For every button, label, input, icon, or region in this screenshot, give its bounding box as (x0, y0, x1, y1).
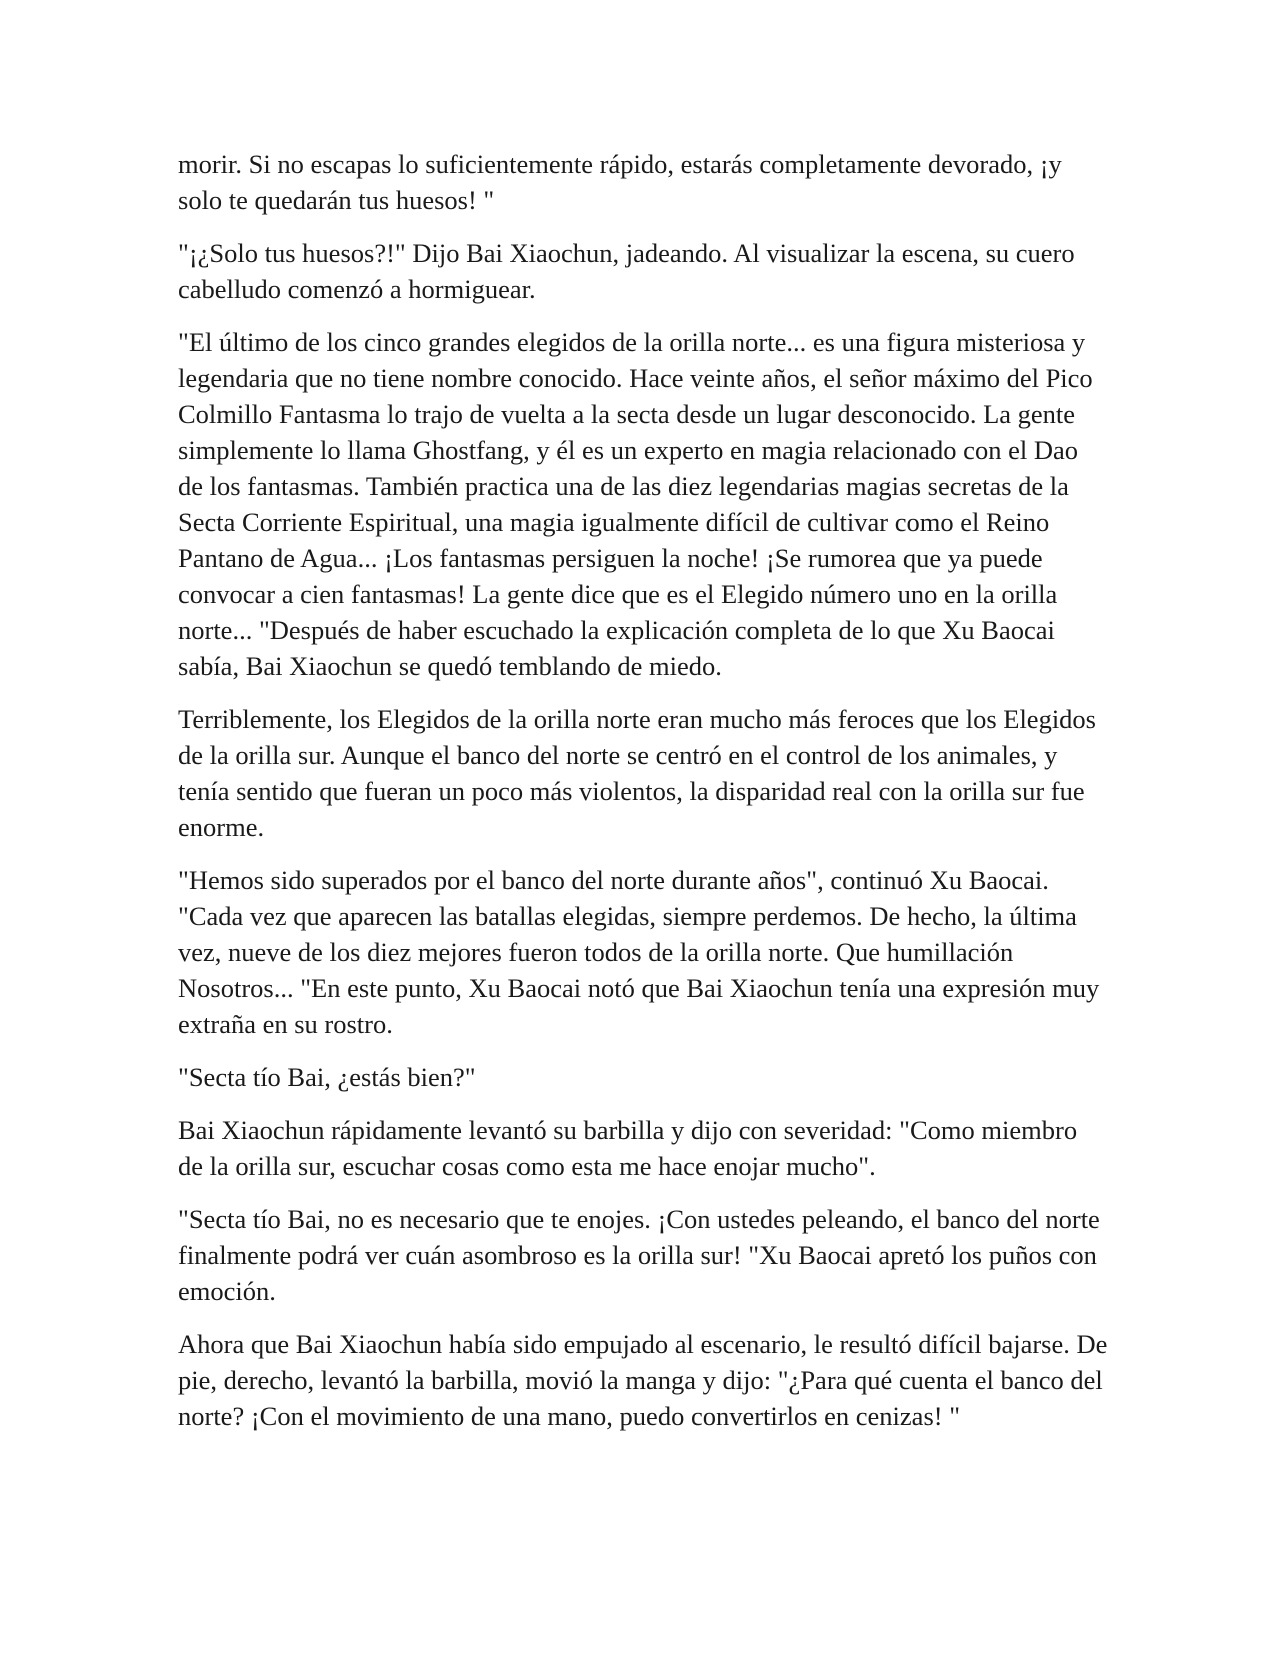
paragraph: "Secta tío Bai, ¿estás bien?" (178, 1062, 476, 1092)
paragraph: morir. Si no escapas lo suficientemente rápido, estarás completamente devorado, ¡y solo te quedarán tus huesos! " (178, 149, 1062, 215)
paragraph: "¡¿Solo tus huesos?!" Dijo Bai Xiaochun, jadeando. Al visualizar la escena, su cuero cabelludo comenzó a hormiguear. (178, 238, 1075, 304)
paragraph: "El último de los cinco grandes elegidos de la orilla norte... es una figura misteriosa y legendaria que no tiene nombre conocido. Hace veinte años, el señor máximo del Pico Colmillo Fantasma lo trajo de vuelta a la secta desde un lugar desconocido. La gente simplemente lo llama Ghostfang, y él es un experto en magia relacionado con el Dao de los fantasmas. También practica una de las diez legendarias magias secretas de la Secta Corriente Espiritual, una magia igualmente difícil de cultivar como el Reino Pantano de Agua... ¡Los fantasmas persiguen la noche! ¡Se rumorea que ya puede convocar a cien fantasmas! La gente dice que es el Elegido número uno en la orilla norte... "Después de haber escuchado la explicación completa de lo que Xu Baocai sabía, Bai Xiaochun se quedó temblando de miedo. (178, 327, 1093, 681)
paragraph: Terriblemente, los Elegidos de la orilla norte eran mucho más feroces que los Elegidos de la orilla sur. Aunque el banco del norte se centró en el control de los animales, y tenía sentido que fueran un poco más violentos, la disparidad real con la orilla sur fue enorme. (178, 704, 1096, 842)
document-body (178, 146, 1108, 1451)
paragraph: "Secta tío Bai, no es necesario que te enojes. ¡Con ustedes peleando, el banco del norte finalmente podrá ver cuán asombroso es la orilla sur! "Xu Baocai apretó los puños con emoción. (178, 1204, 1100, 1306)
paragraph: Bai Xiaochun rápidamente levantó su barbilla y dijo con severidad: "Como miembro de la orilla sur, escuchar cosas como esta me hace enojar mucho". (178, 1115, 1078, 1181)
paragraph: "Hemos sido superados por el banco del norte durante años", continuó Xu Baocai. "Cada vez que aparecen las batallas elegidas, siempre perdemos. De hecho, la última vez, nueve de los diez mejores fueron todos de la orilla norte. Que humillación Nosotros... "En este punto, Xu Baocai notó que Bai Xiaochun tenía una expresión muy extraña en su rostro. (178, 865, 1100, 1039)
paragraph: Ahora que Bai Xiaochun había sido empujado al escenario, le resultó difícil bajarse. De pie, derecho, levantó la barbilla, movió la manga y dijo: "¿Para qué cuenta el banco del norte? ¡Con el movimiento de una mano, puedo convertirlos en cenizas! " (178, 1329, 1108, 1431)
